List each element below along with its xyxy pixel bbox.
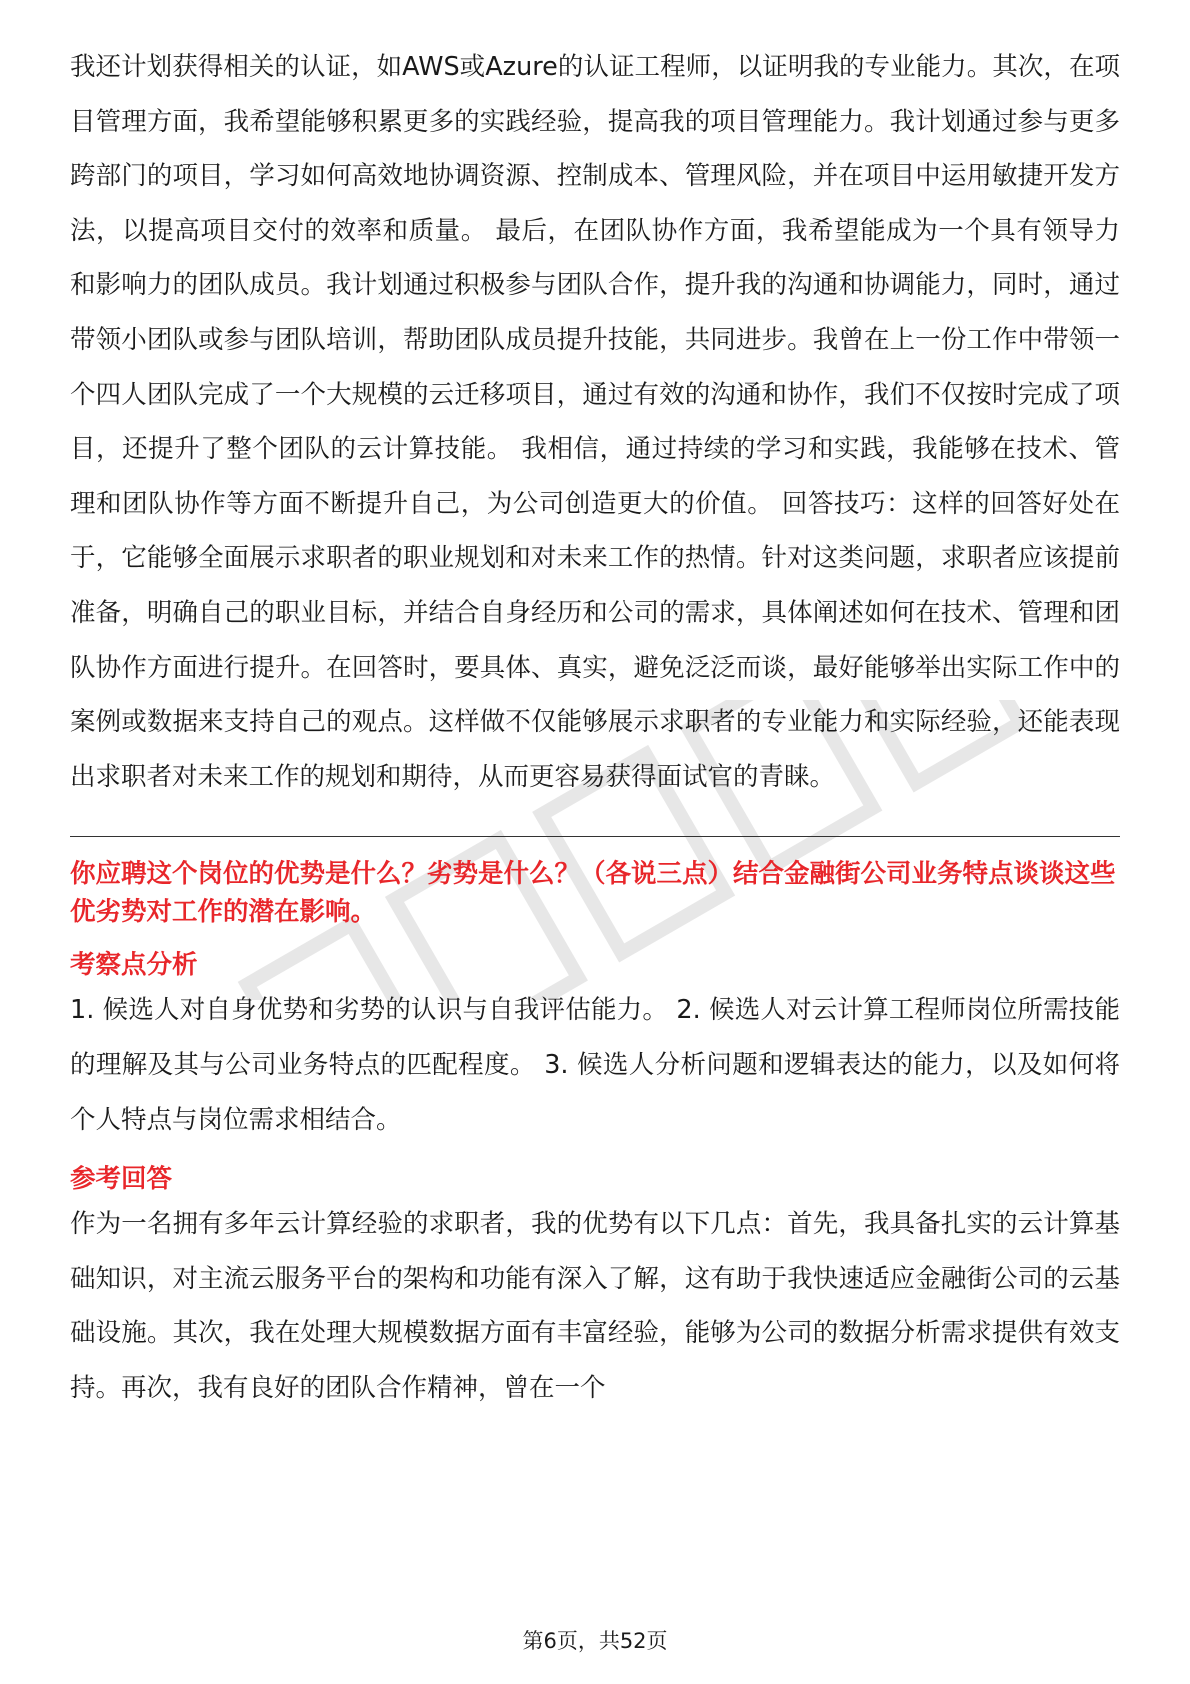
answer-heading: 参考回答: [70, 1164, 173, 1195]
section-divider: [70, 836, 1120, 837]
analysis-text: 1. 候选人对自身优势和劣势的认识与自我评估能力。 2. 候选人对云计算工程师岗位所需技能的理解及其与公司业务特点的匹配程度。 3. 候选人分析问题和逻辑表达的能力，以及如何将个人特点与岗位需求相结合。: [70, 995, 1120, 1135]
interview-question: 你应聘这个岗位的优势是什么？劣势是什么？（各说三点）结合金融街公司业务特点谈谈这些优劣势对工作的潜在影响。: [70, 859, 1116, 928]
body-paragraph-career-plan: 我还计划获得相关的认证，如AWS或Azure的认证工程师，以证明我的专业能力。其次，在项目管理方面，我希望能够积累更多的实践经验，提高我的项目管理能力。我计划通过参与更多跨部门的项目，学习如何高效地协调资源、控制成本、管理风险，并在项目中运用敏捷开发方法，以提高项目交付的效率和质量。 最后，在团队协作方面，我希望能成为一个具有领导力和影响力的团队成员。我计划通过积极参与团队合作，提升我的沟通和协调能力，同时，通过带领小团队或参与团队培训，帮助团队成员提升技能，共同进步。我曾在上一份工作中带领一个四人团队完成了一个大规模的云迁移项目，通过有效的沟通和协作，我们不仅按时完成了项目，还提升了整个团队的云计算技能。 我相信，通过持续的学习和实践，我能够在技术、管理和团队协作等方面不断提升自己，为公司创造更大的价值。 回答技巧：这样的回答好处在于，它能够全面展示求职者的职业规划和对未来工作的热情。针对这类问题，求职者应该提前准备，明确自己的职业目标，并结合自身经历和公司的需求，具体阐述如何在技术、管理和团队协作方面进行提升。在回答时，要具体、真实，避免泛泛而谈，最好能够举出实际工作中的案例或数据来支持自己的观点。这样做不仅能够展示求职者的专业能力和实际经验，还能表现出求职者对未来工作的规划和期待，从而更容易获得面试官的青睐。: [70, 52, 1120, 792]
document-page: [70, 40, 1120, 1415]
analysis-heading: 考察点分析: [70, 950, 198, 981]
answer-text: 作为一名拥有多年云计算经验的求职者，我的优势有以下几点：首先，我具备扎实的云计算基础知识，对主流云服务平台的架构和功能有深入了解，这有助于我快速适应金融街公司的云基础设施。其次，我在处理大规模数据方面有丰富经验，能够为公司的数据分析需求提供有效支持。再次，我有良好的团队合作精神，曾在一个: [70, 1209, 1120, 1403]
page-indicator: 第6页，共52页: [522, 1629, 668, 1653]
